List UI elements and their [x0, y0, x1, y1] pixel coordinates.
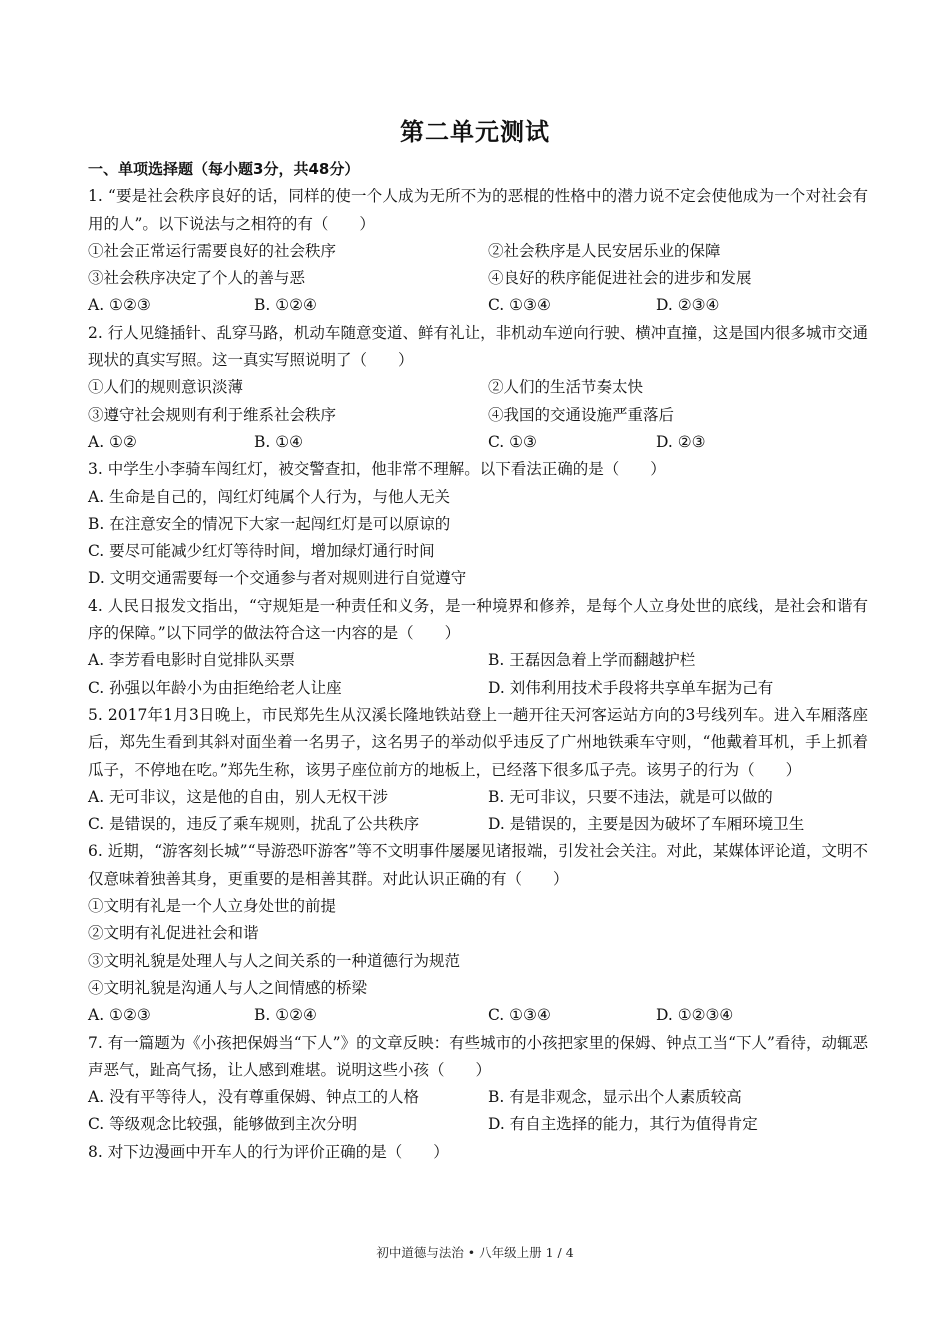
statement-item: ③遵守社会规则有利于维系社会秩序	[88, 405, 337, 424]
answer-option: D. 文明交通需要每一个交通参与者对规则进行自觉遵守	[88, 569, 467, 588]
question-list	[88, 156, 868, 1166]
answer-option: C. ①③④	[488, 1006, 551, 1025]
answer-option: A. 没有平等待人，没有尊重保姆、钟点工的人格	[88, 1088, 420, 1107]
answer-option: D. 是错误的，主要是因为破坏了车厢环境卫生	[488, 815, 805, 834]
answer-option: D. 有自主选择的能力，其行为值得肯定	[488, 1115, 758, 1134]
question-6	[88, 838, 868, 1029]
answer-option: C. 是错误的，违反了乘车规则，扰乱了公共秩序	[88, 815, 420, 834]
question-stem: 3. 中学生小李骑车闯红灯，被交警查扣，他非常不理解。以下看法正确的是（ ）	[88, 460, 666, 479]
statement-item: ④我国的交通设施严重落后	[488, 405, 675, 424]
question-stem: 6. 近期，“游客刻长城”“导游恐吓游客”等不文明事件屡屡见诸报端，引发社会关注。对此，某媒体评论道，文明不仅意味着独善其身，更重要的是相善其群。对此认识正确的有（ ）	[88, 842, 868, 888]
question-2	[88, 320, 868, 456]
answer-option: C. 孙强以年龄小为由拒绝给老人让座	[88, 678, 342, 697]
answer-option: C. ①③	[488, 432, 537, 451]
question-1	[88, 183, 868, 319]
answer-option: D. ②③④	[656, 296, 720, 315]
statement-item: ①文明有礼是一个人立身处世的前提	[88, 897, 337, 916]
statement-item: ③文明礼貌是处理人与人之间关系的一种道德行为规范	[88, 951, 461, 970]
question-stem: 8. 对下边漫画中开车人的行为评价正确的是（ ）	[88, 1142, 449, 1161]
answer-option: B. 无可非议，只要不违法，就是可以做的	[488, 787, 773, 806]
question-stem: 2. 行人见缝插针、乱穿马路，机动车随意变道、鲜有礼让，非机动车逆向行驶、横冲直撞，这是国内很多城市交通现状的真实写照。这一真实写照说明了（ ）	[88, 323, 868, 370]
answer-option: C. ①③④	[488, 296, 551, 315]
question-5	[88, 702, 868, 838]
question-8	[88, 1139, 868, 1166]
answer-option: A. 无可非议，这是他的自由，别人无权干涉	[88, 787, 389, 806]
question-stem: 5. 2017年1月3日晚上，市民郑先生从汉溪长隆地铁站登上一趟开往天河客运站方向的3号线列车。进入车厢落座后，郑先生看到其斜对面坐着一名男子，这名男子的举动似乎违反了广州地铁乘车守则，“他戴着耳机，手上抓着瓜子，不停地在吃。”郑先生称，该男子座位前方的地板上，已经落下很多瓜子壳。该男子的行为（ ）	[88, 705, 868, 779]
answer-option: A. ①②	[88, 432, 137, 451]
answer-option: C. 要尽可能减少红灯等待时间，增加绿灯通行时间	[88, 542, 435, 561]
statement-item: ①社会正常运行需要良好的社会秩序	[88, 241, 337, 260]
answer-option: B. ①②④	[254, 296, 317, 315]
statement-item: ④文明礼貌是沟通人与人之间情感的桥梁	[88, 978, 368, 997]
answer-option: D. ①②③④	[656, 1006, 734, 1025]
question-stem: 7. 有一篇题为《小孩把保姆当“下人”》的文章反映：有些城市的小孩把家里的保姆、钟点工当“下人”看待，动辄恶声恶气，趾高气扬，让人感到难堪。说明这些小孩（ ）	[88, 1033, 868, 1079]
question-4	[88, 593, 868, 702]
statement-item: ④良好的秩序能促进社会的进步和发展	[488, 269, 752, 288]
answer-option: B. ①②④	[254, 1006, 317, 1025]
question-7	[88, 1030, 868, 1139]
answer-option: B. ①④	[254, 432, 304, 451]
answer-option: D. ②③	[656, 432, 706, 451]
answer-option: B. 王磊因急着上学而翻越护栏	[488, 651, 696, 670]
answer-option: B. 在注意安全的情况下大家一起闯红灯是可以原谅的	[88, 514, 451, 533]
section-heading: 一、单项选择题（每小题3分，共48分）	[88, 160, 360, 178]
question-stem: 4. 人民日报发文指出，“守规矩是一种责任和义务，是一种境界和修养，是每个人立身处世的底线，是社会和谐有序的保障。”以下同学的做法符合这一内容的是（ ）	[88, 596, 868, 643]
statement-item: ①人们的规则意识淡薄	[88, 378, 244, 397]
statement-item: ③社会秩序决定了个人的善与恶	[88, 269, 306, 288]
question-3	[88, 456, 868, 592]
page-footer: 初中道德与法治 • 八年级上册 1 / 4	[376, 1245, 574, 1260]
answer-option: A. 李芳看电影时自觉排队买票	[88, 651, 296, 670]
page-title: 第二单元测试	[400, 118, 550, 146]
answer-option: D. 刘伟利用技术手段将共享单车据为己有	[488, 678, 774, 697]
answer-option: B. 有是非观念，显示出个人素质较高	[488, 1088, 742, 1107]
answer-option: A. ①②③	[88, 296, 151, 315]
statement-item: ②社会秩序是人民安居乐业的保障	[488, 241, 721, 260]
statement-item: ②人们的生活节奏太快	[488, 378, 644, 397]
answer-option: A. 生命是自己的，闯红灯纯属个人行为，与他人无关	[88, 487, 451, 506]
answer-option: A. ①②③	[88, 1006, 151, 1025]
answer-option: C. 等级观念比较强，能够做到主次分明	[88, 1115, 358, 1134]
question-stem: 1. “要是社会秩序良好的话，同样的使一个人成为无所不为的恶棍的性格中的潜力说不定会使他成为一个对社会有用的人”。以下说法与之相符的有（ ）	[88, 187, 868, 233]
statement-item: ②文明有礼促进社会和谐	[88, 924, 259, 943]
